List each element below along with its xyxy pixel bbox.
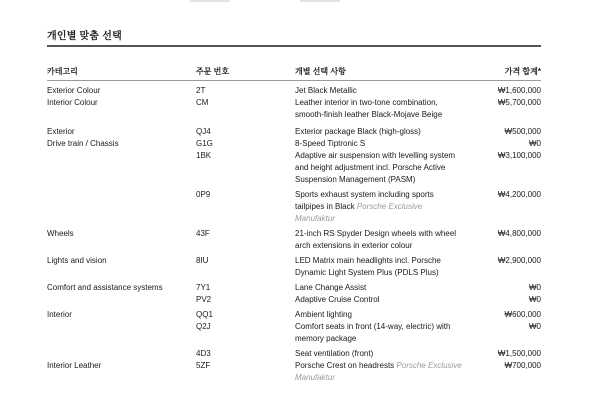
row-note: Porsche Exclusive Manufaktur [295,361,462,382]
row-price: ₩0 [529,139,541,148]
row-description-text: LED Matrix main headlights incl. Porsche Dynamic Light System Plus (PDLS Plus) [295,256,441,277]
row-price: ₩0 [529,295,541,304]
row-category: Exterior [47,127,75,136]
table-row [47,360,541,384]
row-code: 7Y1 [196,283,211,292]
table-row [47,126,541,138]
previous-section-remnant [190,0,230,2]
header-code: 주문 번호 [196,67,230,76]
row-code: PV2 [196,295,212,304]
row-code: QQ1 [196,310,213,319]
row-description-text: Ambient lighting [295,310,352,319]
row-category: Interior Colour [47,98,98,107]
row-description-text: Seat ventilation (front) [295,349,374,358]
row-code: Q2J [196,322,211,331]
row-code: 0P9 [196,190,211,199]
row-description [295,282,463,294]
table-row [47,228,541,252]
row-description [295,85,463,97]
header-price: 가격 합계* [504,67,541,76]
table-row [47,189,541,225]
table-row [47,85,541,97]
row-description [295,228,463,252]
row-description [295,126,463,138]
table-row [47,321,541,345]
row-code: QJ4 [196,127,211,136]
row-description-text: Porsche Crest on headrests [295,361,395,370]
header-option: 개별 선택 사항 [295,67,346,76]
row-price: ₩4,200,000 [497,190,541,199]
row-price: ₩1,600,000 [497,86,541,95]
row-description-text: Exterior package Black (high-gloss) [295,127,421,136]
row-description-text: Leather interior in two-tone combination, smooth-finish leather Black-Mojave Beige [295,98,443,119]
header-divider [47,80,541,81]
row-code: 43F [196,229,210,238]
row-code: 2T [196,86,206,95]
row-description [295,294,463,306]
row-code: 4D3 [196,349,211,358]
row-category: Drive train / Chassis [47,139,119,148]
row-code: 5ZF [196,361,211,370]
table-row [47,309,541,321]
row-description [295,255,463,279]
row-description-text: Adaptive Cruise Control [295,295,380,304]
row-description-text: Lane Change Assist [295,283,367,292]
row-description [295,348,463,360]
row-description [295,321,463,345]
row-description-text: Jet Black Metallic [295,86,357,95]
row-description [295,360,463,384]
row-category: Comfort and assistance systems [47,283,163,292]
header-category: 카테고리 [47,67,78,76]
row-category: Interior Leather [47,361,102,370]
row-code: G1G [196,139,213,148]
row-description [295,138,463,150]
table-row [47,97,541,121]
row-price: ₩700,000 [504,361,541,370]
row-category: Interior [47,310,72,319]
row-description [295,189,463,225]
row-price: ₩3,100,000 [497,151,541,160]
section-title: 개인별 맞춤 선택 [47,31,122,42]
row-description-text: Sports exhaust system including sports tailpipes in Black [295,190,434,211]
row-code: 1BK [196,151,212,160]
row-price: ₩500,000 [504,127,541,136]
row-description [295,150,463,186]
row-category: Lights and vision [47,256,107,265]
row-price: ₩2,900,000 [497,256,541,265]
row-category: Wheels [47,229,74,238]
row-description [295,97,463,121]
row-price: ₩0 [529,322,541,331]
previous-section-remnant [300,0,340,2]
table-row [47,150,541,186]
row-code: CM [196,98,209,107]
table-row [47,282,541,294]
row-description-text: Comfort seats in front (14-way, electric) with memory package [295,322,451,343]
row-description-text: 21-inch RS Spyder Design wheels with wheel arch extensions in exterior colour [295,229,456,250]
row-price: ₩4,800,000 [497,229,541,238]
row-price: ₩0 [529,283,541,292]
row-description-text: Adaptive air suspension with levelling system and height adjustment incl. Porsche Active Suspension Management (PASM) [295,151,456,184]
row-description [295,309,463,321]
table-row [47,348,541,360]
row-price: ₩600,000 [504,310,541,319]
row-category: Exterior Colour [47,86,101,95]
table-row [47,255,541,279]
row-note: Porsche Exclusive Manufaktur [295,202,423,223]
options-table [47,85,541,384]
row-code: 8IU [196,256,209,265]
table-row [47,294,541,306]
row-price: ₩5,700,000 [497,98,541,107]
row-description-text: 8-Speed Tiptronic S [295,139,366,148]
table-row [47,138,541,150]
row-price: ₩1,500,000 [497,349,541,358]
section-divider [47,45,541,47]
